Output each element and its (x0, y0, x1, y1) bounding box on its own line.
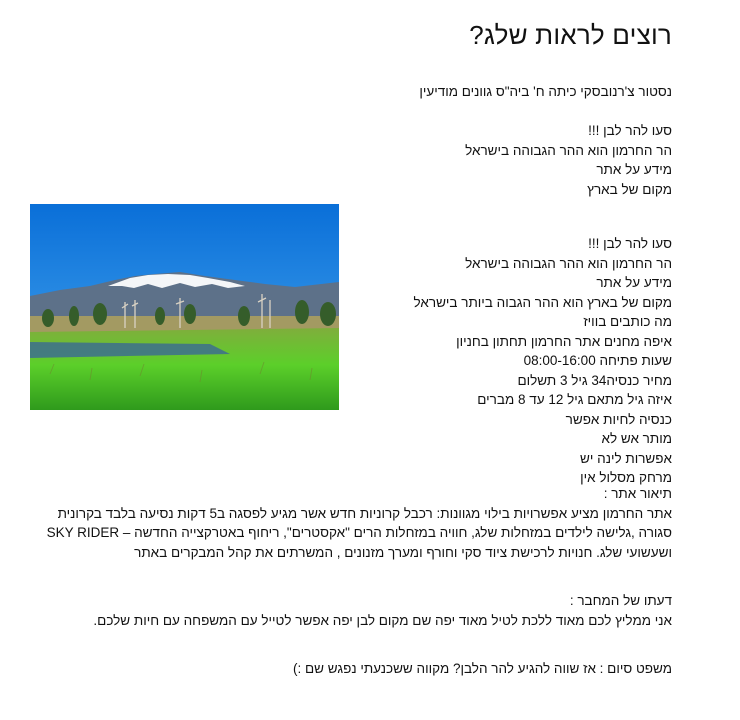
block1-line: הר החרמון הוא ההר הגבוהה בישראל (465, 142, 672, 158)
block1-line: סעו להר לבן !!! (588, 123, 672, 138)
author-line: נסטור צ'רנובסקי כיתה ח' ביה"ס גוונים מודיעין (419, 84, 672, 99)
closing-sentence: משפט סיום : אז שווה להגיע להר הלבן? מקווה ששכנעתי נפגש שם :) (293, 661, 672, 676)
block2-line: מרחק מסלול אין (580, 470, 672, 485)
block2-line: מחיר כנסיה34 גיל 3 תשלום (517, 372, 672, 388)
description-heading: תיאור אתר : (603, 486, 672, 501)
opinion-heading: דעתו של המחבר : (569, 593, 672, 608)
block2-line: כנסיה לחיות אפשר (565, 411, 672, 427)
page-title: רוצים לראות שלג? (469, 20, 672, 50)
block2-line: איפה מחנים אתר החרמון תחתון בחניון (456, 333, 672, 349)
description-body: אתר החרמון מציע אפשרויות בילוי מגוונות: רכבל קרוניות חדש אשר מגיע לפסגה ב5 דקות נסיעה בלבד בקרונית סגורה ,גלישה לילדים במזחלות שלג, חוויה במזחלות הרים "אקסטרים", ריחוף באטרקצייה החדשה – SKY RIDER ושעשועי שלג. חנויות לרכישת ציוד סקי וחורף ומערך מזנונים , המשרתים את קהל המבקרים באתר (46, 505, 672, 560)
block2-line: הר החרמון הוא ההר הגבוהה בישראל (465, 255, 672, 271)
mount-hermon-landscape-photo (30, 204, 339, 410)
block2-line: מקום של בארץ הוא ההר הגבוה ביותר בישראל (413, 294, 672, 310)
intro-block (465, 121, 672, 199)
block2-line: שעות פתיחה 08:00-16:00 (523, 353, 672, 368)
block2-line: מידע על אתר (596, 275, 672, 290)
block2-line: איזה גיל מתאם גיל 12 עד 8 מברים (477, 392, 672, 407)
block2-line: מה כותבים בוויז (583, 314, 672, 329)
opinion-section (32, 591, 672, 630)
block1-line: מקום של בארץ (587, 181, 672, 197)
description-section (32, 484, 672, 562)
details-block (414, 234, 673, 488)
block2-line: סעו להר לבן !!! (588, 236, 672, 251)
mount-hermon-photo (30, 204, 339, 410)
block2-line: מותר אש לא (601, 431, 672, 446)
opinion-body: אני ממליץ לכם מאוד ללכת לטיל מאוד יפה שם מקום לבן יפה אפשר לטייל עם המשפחה עם חיות שלכם. (93, 612, 672, 628)
block1-line: מידע על אתר (596, 162, 672, 177)
block2-line: אפשרות לינה יש (580, 450, 672, 466)
